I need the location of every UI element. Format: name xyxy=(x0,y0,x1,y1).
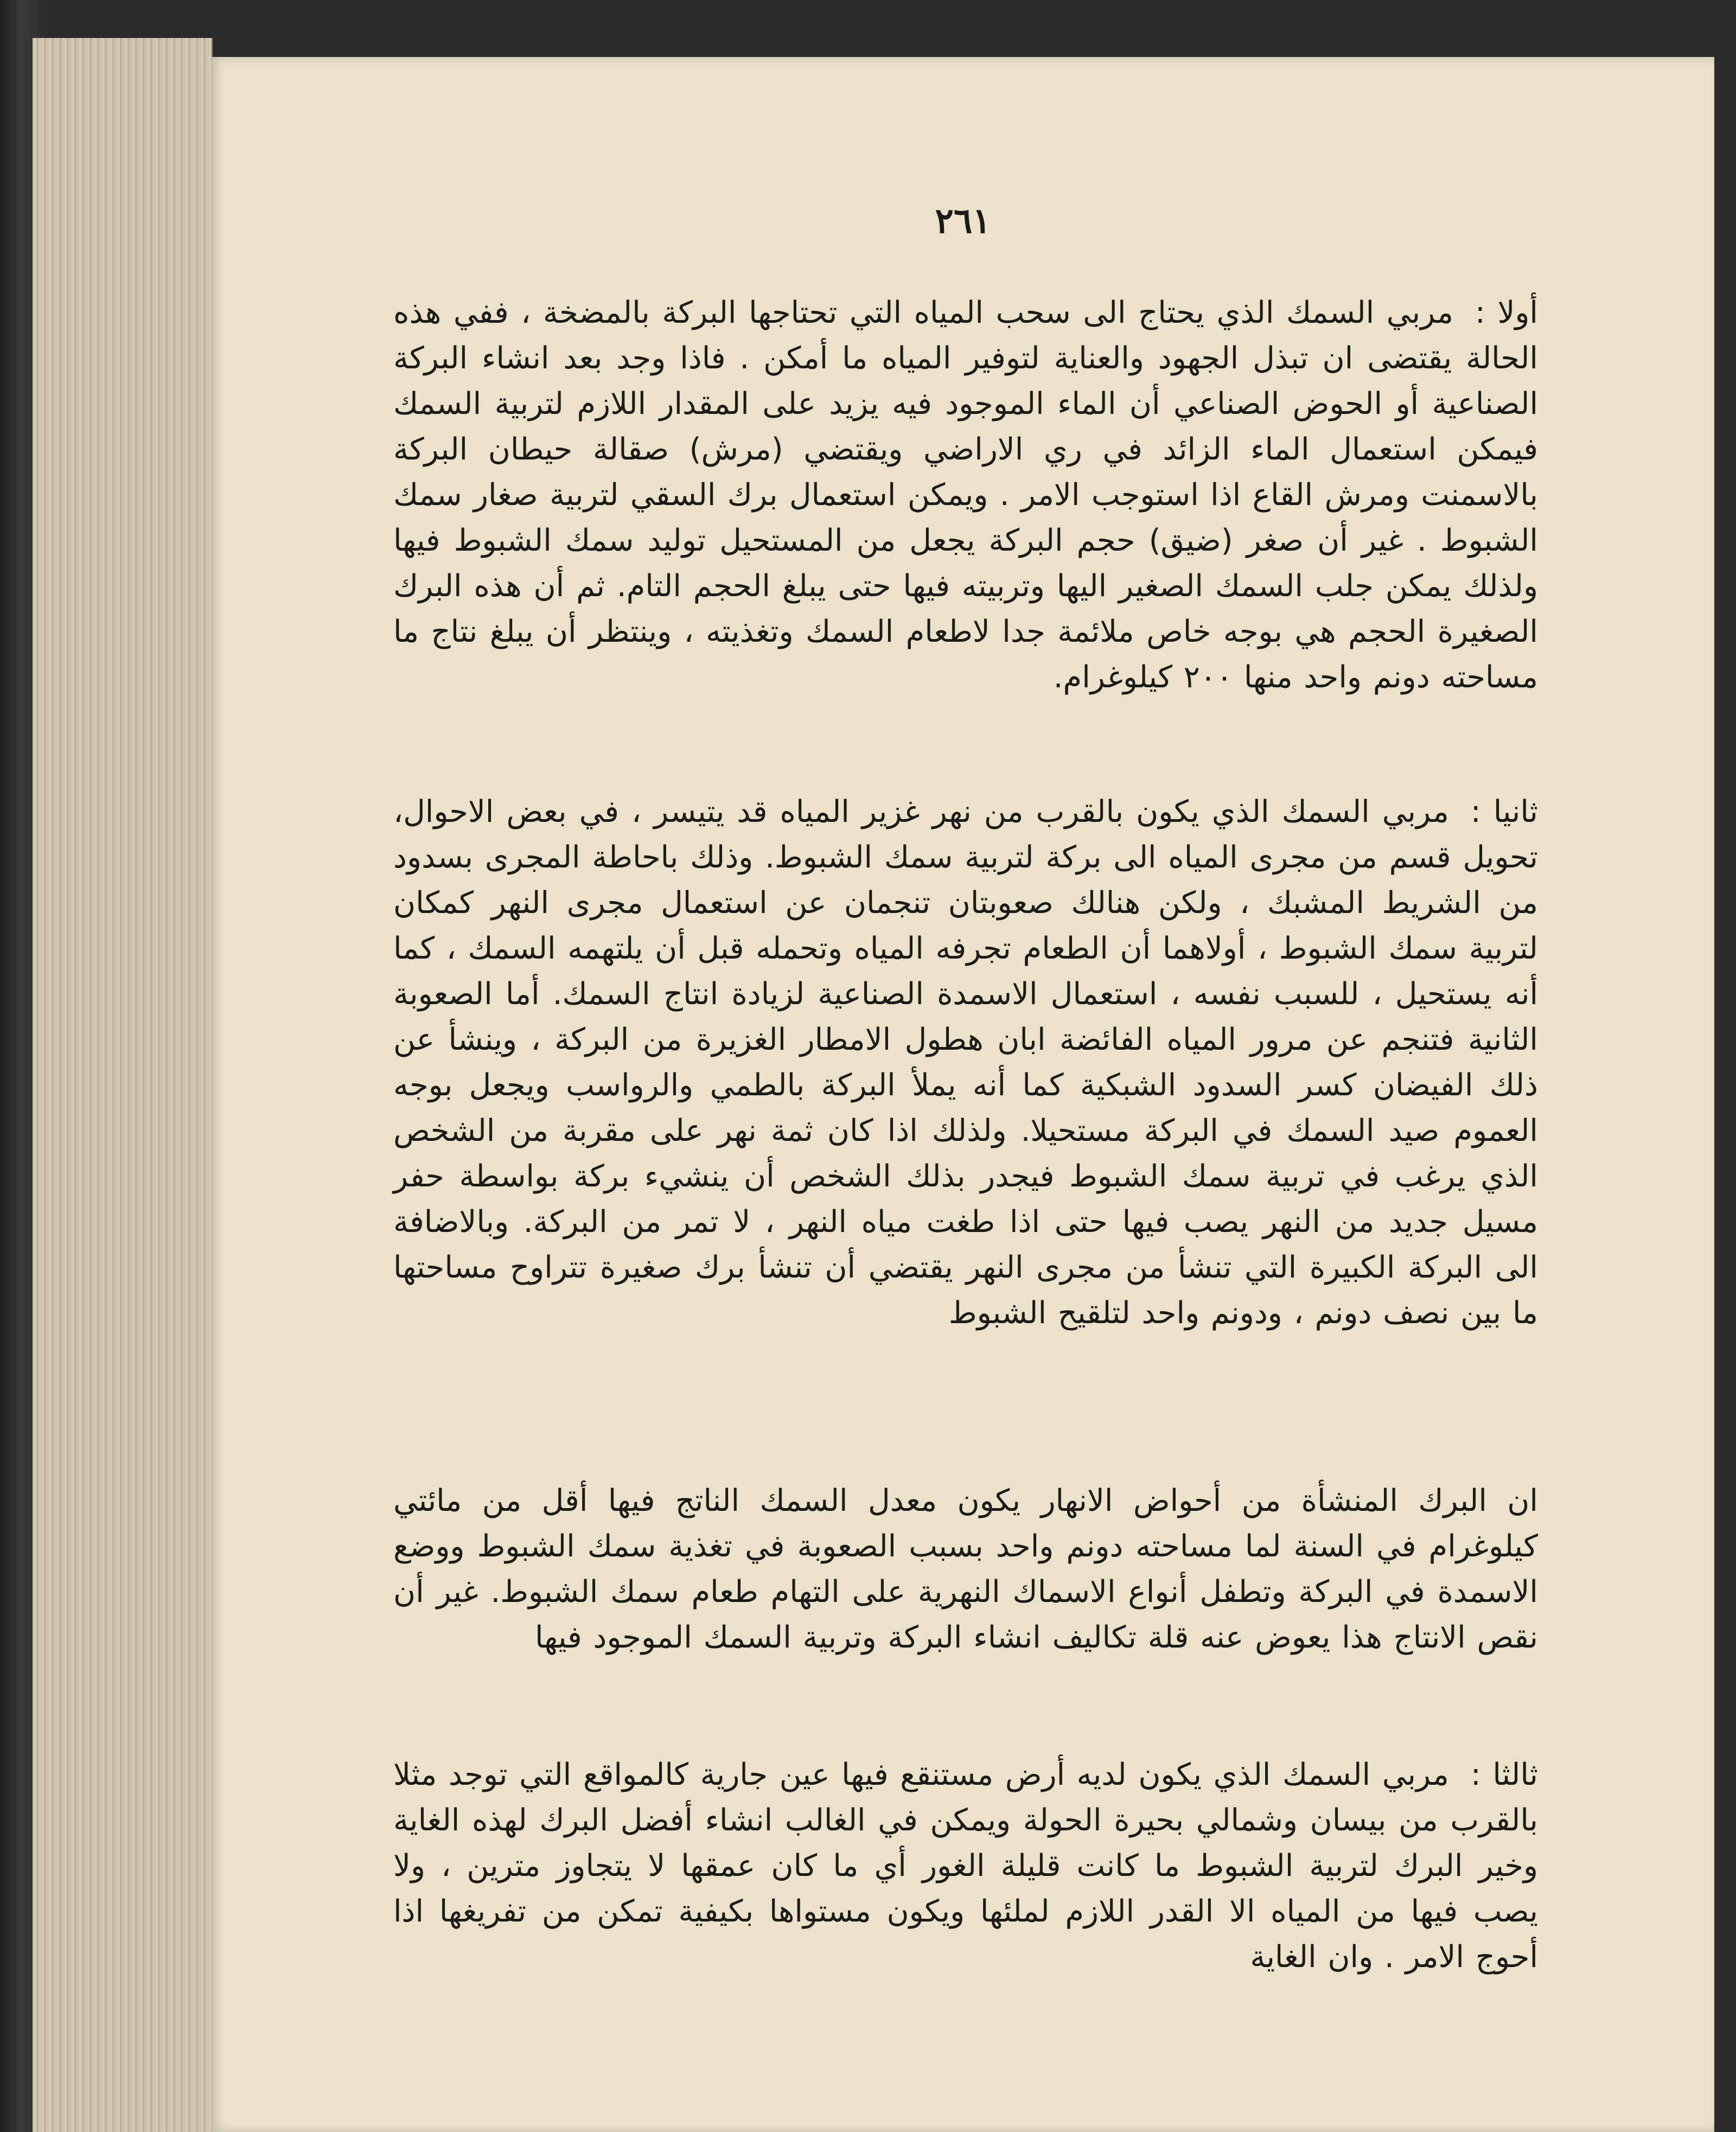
paragraph-text: مربي السمك الذي يكون بالقرب من نهر غزير المياه قد يتيسر ، في بعض الاحوال، تحويل قسم من مجرى المياه الى بركة لتربية سمك الشبوط. وذلك باحاطة المجرى بسدود من الشريط المشبك ، ولكن هنالك صعوبتان تنجمان عن استعمال مجرى النهر كمكان لتربية سمك الشبوط ، أولاهما أن الطعام تجرفه المياه وتحمله قبل أن يلتهمه السمك ، كما أنه يستحيل ، للسبب نفسه ، استعمال الاسمدة الصناعية لزيادة انتاج السمك. أما الصعوبة الثانية فتنجم عن مرور المياه الفائضة ابان هطول الامطار الغزيرة من البركة ، وينشأ عن ذلك الفيضان كسر السدود الشبكية كما أنه يملأ البركة بالطمي والرواسب ويجعل بوجه العموم صيد السمك في البركة مستحيلا. ولذلك اذا كان ثمة نهر على مقربة من الشخص الذي يرغب في تربية سمك الشبوط فيجدر بذلك الشخص أن ينشيء بركة بواسطة حفر مسيل جديد من النهر يصب فيها حتى اذا طغت مياه النهر ، لا تمر من البركة. وبالاضافة الى البركة الكبيرة التي تنشأ من مجرى النهر يقتضي أن تنشأ برك صغيرة تتراوح مساحتها ما بين نصف دونم ، ودونم واحد لتلقيح الشبوط xyxy=(393,794,1538,1331)
paragraph-label: ثانيا : xyxy=(1470,794,1538,829)
paragraph-second xyxy=(393,789,1538,1336)
paragraph-text: مربي السمك الذي يكون لديه أرض مستنقع فيها عين جارية كالمواقع التي توجد مثلا بالقرب من بيسان وشمالي بحيرة الحولة ويمكن في الغالب انشاء أفضل البرك لهذه الغاية وخير البرك لتربية الشبوط ما كانت قليلة الغور أي ما كان عمقها لا يتجاوز مترين ، ولا يصب فيها من المياه الا القدر اللازم لملئها ويكون مستواها بكيفية تمكن من تفريغها اذا أحوج الامر . وان الغاية xyxy=(393,1757,1538,1975)
book-page xyxy=(212,57,1714,2132)
paragraph-third xyxy=(393,1752,1538,1980)
paragraph-text: ان البرك المنشأة من أحواض الانهار يكون معدل السمك الناتج فيها أقل من مائتي كيلوغرام في السنة لما مساحته دونم واحد بسبب الصعوبة في تغذية سمك الشبوط ووضع الاسمدة في البركة وتطفل أنواع الاسماك النهرية على التهام طعام سمك الشبوط. غير أن نقص الانتاج هذا يعوض عنه قلة تكاليف انشاء البركة وتربية السمك الموجود فيها xyxy=(393,1483,1538,1655)
page-number: ٢٦١ xyxy=(935,201,991,241)
paragraph-label: ثالثا : xyxy=(1470,1757,1538,1792)
paragraph-text: مربي السمك الذي يحتاج الى سحب المياه التي تحتاجها البركة بالمضخة ، ففي هذه الحالة يقتضى ان تبذل الجهود والعناية لتوفير المياه ما أمكن . فاذا وجد بعد انشاء البركة الصناعية أو الحوض الصناعي أن الماء الموجود فيه يزيد على المقدار اللازم لتربية السمك فيمكن استعمال الماء الزائد في ري الاراضي ويقتضي (مرش) صقالة حيطان البركة بالاسمنت ومرش القاع اذا استوجب الامر . ويمكن استعمال برك السقي لتربية صغار سمك الشبوط . غير أن صغر (ضيق) حجم البركة يجعل من المستحيل توليد سمك الشبوط فيها ولذلك يمكن جلب السمك الصغير اليها وتربيته فيها حتى يبلغ الحجم التام. ثم أن هذه البرك الصغيرة الحجم هي بوجه خاص ملائمة جدا لاطعام السمك وتغذيته ، وينتظر أن يبلغ نتاج ما مساحته دونم واحد منها ٢٠٠ كيلوغرام. xyxy=(393,295,1538,695)
paragraph-label: أولا : xyxy=(1475,295,1538,330)
paragraph-first xyxy=(393,290,1538,700)
paragraph-river-ponds xyxy=(393,1478,1538,1661)
book-page-edges xyxy=(33,38,213,2132)
